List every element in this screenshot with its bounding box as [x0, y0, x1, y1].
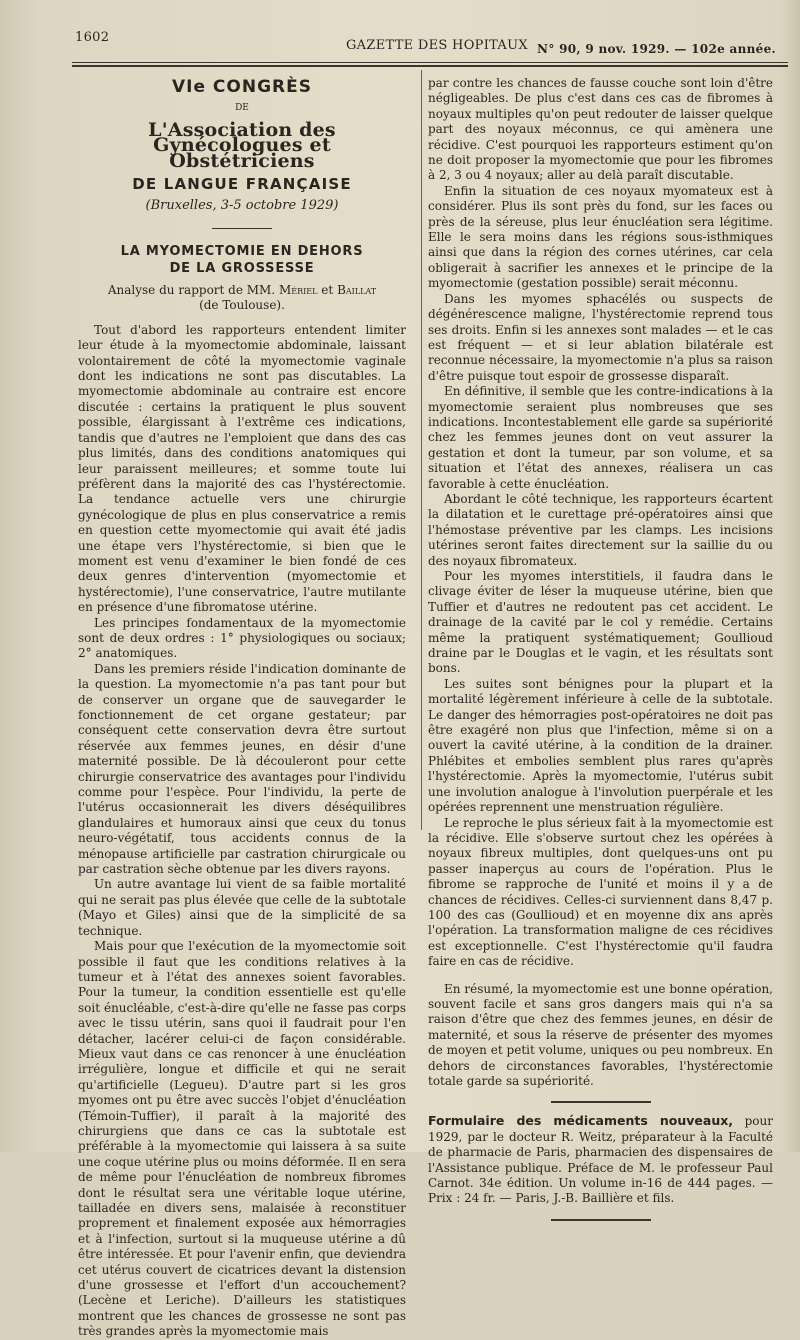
paragraph: En définitive, il semble que les contre-indications à la myomectomie seraient plus nombreuses que ses indications. Incontestablement elle garde sa supériorité chez les femmes jeunes dont on veut assurer la gestation et dont la tumeur, par son volume, et sa situation et l'état des annexes, réalisera un cas favorable à cette énucléation.: [428, 384, 773, 491]
byline-et: et: [321, 282, 334, 297]
author-meriel: Mériel: [279, 282, 318, 297]
association-heading: L'Association des Gynécologues et Obstétriciens: [148, 118, 336, 172]
congress-de: DE: [235, 103, 249, 114]
paragraph: Le reproche le plus sérieux fait à la myomectomie est la récidive. Elle s'observe surtout chez les opérées à noyaux fibreux multiples, dont quelques-uns ont pu passer inaperçus au cours de l'opération. Plus le fibrome se rapproche de l'unité et moins il y a de chances de récidives. Celles-ci surviennent dans 8,47 p. 100 des cas (Goullioud) et en moyenne dix ans après l'opération. La transformation maligne de ces récidives est exceptionnelle. C'est l'hystérectomie qu'il faudra faire en cas de récidive.: [428, 815, 773, 969]
right-column: [428, 76, 773, 1231]
summary-paragraph: En résumé, la myomectomie est une bonne opération, souvent facile et sans gros dangers mais qui n'a sa raison d'être que chez des femmes jeunes, en désir de maternité, et sous la réserve de présenter des myomes de moyen et petit volume, uniques ou peu nombreux. En dehors de circonstances favorables, l'hystérectomie totale garde sa supériorité.: [428, 981, 773, 1088]
column-divider: [421, 70, 422, 830]
author-baillat: Baillat: [337, 282, 377, 297]
section-separator: [551, 1101, 651, 1103]
paragraph: Pour les myomes interstitiels, il faudra dans le clivage éviter de léser la muqueuse utérine, bien que Tuffier et d'autres ne redoutent pas cet accident. Le drainage de la cavité par le col y remédie. Certains même la pratiquent systématiquement; Goullioud draine par le Douglas et le vagin, et les résultats sont bons.: [428, 569, 773, 676]
byline-place: (de Toulouse).: [199, 297, 285, 312]
journal-title: GAZETTE DES HOPITAUX: [346, 38, 528, 53]
paragraph: Les principes fondamentaux de la myomectomie sont de deux ordres : 1° physiologiques ou sociaux; 2° anatomiques.: [78, 615, 406, 661]
formulaire-title: Formulaire des médicaments nouveaux,: [428, 1113, 734, 1129]
paragraph: Un autre avantage lui vient de sa faible mortalité qui ne serait pas plus élevée que celle de la subtotale (Mayo et Giles) ainsi que de la simplicité de sa technique.: [78, 877, 406, 938]
formulaire-text: pour 1929, par le docteur R. Weitz, préparateur à la Faculté de pharmacie de Paris, pharmacien des dispensaires de l'Assistance publique. Préface de M. le professeur Paul Carnot. 34e édition. Un volume in-16 de 444 pages. — Prix : 24 fr. — Paris, J.-B. Baillière et fils.: [428, 1114, 773, 1206]
left-column: [78, 76, 406, 1340]
paragraph: Dans les premiers réside l'indication dominante de la question. La myomectomie n'a pas tant pour but de conserver un organe que de sauvegarder le fonctionnement de cet organe gestateur; par conséquent cette conservation devra être surtout réservée aux femmes jeunes, en désir d'une maternité possible. De là découleront pour cette chirurgie conservatrice des avantages pour l'individu comme pour l'espèce. Pour l'individu, la perte de l'utérus occasionnerait les divers déséquilibres glandulaires et humoraux ainsi que ceux du tonus neuro-végétatif, tous accidents connus de la ménopause artificielle par castration chirurgicale ou par castration sèche obtenue par les divers rayons.: [78, 661, 406, 877]
formulaire-notice: [428, 1113, 773, 1206]
paragraph: Dans les myomes sphacélés ou suspects de dégénérescence maligne, l'hystérectomie reprend tous ses droits. Enfin si les annexes sont malades — et le cas est fréquent — et si leur ablation bilatérale est reconnue nécessaire, la myomectomie n'a plus sa raison d'être puisque tout espoir de grossesse disparaît.: [428, 291, 773, 383]
paragraph: Les suites sont bénignes pour la plupart et la mortalité légèrement inférieure à celle de la subtotale. Le danger des hémorragies post-opératoires ne doit pas être exagéré non plus que l'infection, même si on a ouvert la cavité utérine, à la condition de la drainer. Phlébites et embolies semblent plus rares qu'après l'hystérectomie. Après la myomectomie, l'utérus subit une involution analogue à l'involution puerpérale et les opérées reprennent une menstruation régulière.: [428, 676, 773, 815]
paragraph: par contre les chances de fausse couche sont loin d'être négligeables. De plus c'est dans ces cas de fibromes à noyaux multiples qu'on peut redouter de laisser quelque part des noyaux méconnus, ce qui amènera une récidive. C'est pourquoi les rapporteurs estiment qu'on ne doit proposer la myomectomie que pour les fibromes à 2, 3 ou 4 noyaux; aller au delà paraît discutable.: [428, 76, 773, 183]
issue-info: N° 90, 9 nov. 1929. — 102e année.: [537, 42, 776, 56]
article-title-line-1: LA MYOMECTOMIE EN DEHORS: [120, 243, 364, 259]
header-rule-thick: [72, 65, 788, 67]
page-number: 1602: [75, 30, 110, 45]
congress-place: (Bruxelles, 3-5 octobre 1929): [145, 198, 339, 214]
paragraph: Tout d'abord les rapporteurs entendent limiter leur étude à la myomectomie abdominale, laissant volontairement de côté la myomectomie vaginale dont les indications ne sont pas discutables. La myomectomie abdominale au contraire est encore discutée : certains la pratiquent le plus souvent possible, élargissant à l'extrême ces indications, tandis que d'autres ne l'emploient que dans des cas plus limités, dans des conditions anatomiques qui leur paraissent meilleures; et somme toute lui préfèrent dans la majorité des cas l'hystérectomie. La tendance actuelle vers une chirurgie gynécologique de plus en plus conservatrice a remis en question cette myomectomie qui avait été jadis une étape vers l'hystérectomie, si bien que le moment est venu d'examiner le bien fondé de ces deux genres d'intervention (myomectomie et hystérectomie), l'une conservatrice, l'autre mutilante en présence d'une fibromatose utérine.: [78, 322, 406, 615]
paragraph: Mais pour que l'exécution de la myomectomie soit possible il faut que les conditions relatives à la tumeur et à l'état des annexes soient favorables. Pour la tumeur, la condition essentielle est qu'elle soit énucléable, c'est-à-dire qu'elle ne fasse pas corps avec le tissu utérin, sans quoi il faudrait pour l'en détacher, lacérer celui-ci de façon considérable. Mieux vaut dans ce cas renoncer à une énucléation irrégulière, longue et difficile et qui ne serait qu'artificielle (Legueu). D'autre part si les gros myomes ont pu être avec succès l'objet d'énucléation (Témoin-Tuffier), il paraît à la majorité des chirurgiens que dans ce cas la subtotale est préférable à la myomectomie qui laissera à sa suite une coque utérine plus ou moins déformée. Il en sera de même pour l'énucléation de nombreux fibromes dont le résultat sera une véritable loque utérine, tailladée en divers sens, malaisée à reconstituer proprement et finalement exposée aux hémorragies et à l'infection, surtout si la muqueuse utérine a dû être intéressée. Et pour l'avenir enfin, que deviendra cet utérus couvert de cicatrices devant la distension d'une grossesse et l'effort d'un accouchement? (Lecène et Leriche). D'ailleurs les statistiques montrent que les chances de grossesse ne sont pas très grandes après la myomectomie mais: [78, 939, 406, 1339]
langue-heading: DE LANGUE FRANÇAISE: [132, 175, 352, 194]
congress-heading: VIe CONGRÈS: [172, 77, 312, 97]
article-title-line-2: DE LA GROSSESSE: [169, 260, 315, 276]
section-separator-end: [551, 1219, 651, 1221]
article-byline: [78, 283, 406, 313]
byline-prefix: Analyse du rapport de MM.: [107, 282, 276, 297]
header-rule-thin: [72, 62, 788, 63]
paragraph: Enfin la situation de ces noyaux myomateux est à considérer. Plus ils sont près du fond, sur les faces ou près de la séreuse, plus leur énucléation sera légitime. Elle le sera moins dans les régions sous-isthmiques ainsi que dans la région des cornes utérines, car cela obligerait à sacrifier les annexes et le principe de la myomectomie (gestation possible) serait méconnu.: [428, 183, 773, 291]
paragraph: Abordant le côté technique, les rapporteurs écartent la dilatation et le curettage pré-opératoires ainsi que l'hémostase préventive par les clamps. Les incisions utérines seront faites directement sur la saillie du ou des noyaux fibromateux.: [428, 491, 773, 568]
title-separator: [212, 228, 272, 229]
